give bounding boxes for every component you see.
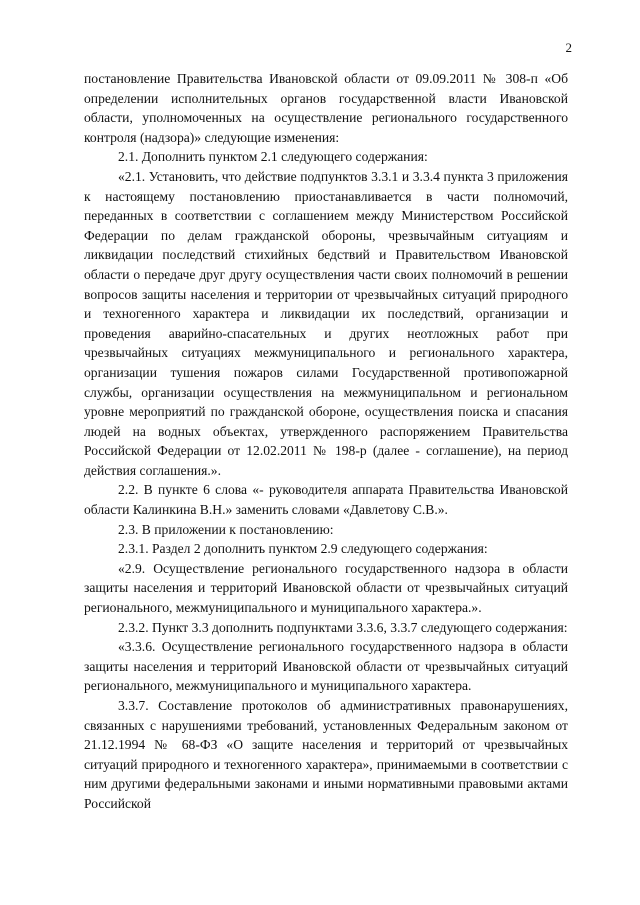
paragraph-intro: постановление Правительства Ивановской области от 09.09.2011 № 308-п «Об определении исполнительных органов государственной власти Ивановской области, уполномоченных на осуществление регионального государственного контроля (надзора)» следующие изменения: [84,71,568,145]
paragraph-2-3-1: 2.3.1. Раздел 2 дополнить пунктом 2.9 следующего содержания: [118,541,488,557]
paragraph-2-9-content: «2.9. Осуществление регионального государственного надзора в области защиты населения и территорий Ивановской области от чрезвычайных ситуаций регионального, межмуниципального и муниципального характера.». [84,560,568,616]
paragraph-3-3-6: «3.3.6. Осуществление регионального государственного надзора в области защиты населения и территорий Ивановской области от чрезвычайных ситуаций регионального, межмуниципального и муниципального характера. [84,639,568,694]
paragraph-2-1: 2.1. Дополнить пунктом 2.1 следующего содержания: [118,149,428,165]
paragraph-3-3-7: 3.3.7. Составление протоколов об административных правонарушениях, связанных с нарушениями требований, установленных Федеральным законом от 21.12.1994 № 68-ФЗ «О защите населения и территорий от чрезвычайных ситуаций природного и техногенного характера», принимаемыми в соответствии с ним другими федеральными законами и иными нормативными правовыми актами Российской [84,698,568,811]
paragraph-2-3: 2.3. В приложении к постановлению: [118,521,334,537]
page-number: 2 [565,40,572,55]
document-body [84,69,568,814]
paragraph-2-1-content: «2.1. Установить, что действие подпунктов 3.3.1 и 3.3.4 пункта 3 приложения к настоящему постановлению приостанавливается в части полномочий, переданных в соответствии с соглашением между Министерством Российской Федерации по делам гражданской обороны, чрезвычайным ситуациям и ликвидации последствий стихийных бедствий и Правительством Ивановской области о передаче друг другу осуществления части своих полномочий в решении вопросов защиты населения и территории от чрезвычайных ситуаций природного и техногенного характера и ликвидации их последствий, организации и проведения аварийно-спасательных и других неотложных работ при чрезвычайных ситуациях межмуниципального и регионального характера, организации тушения пожаров силами Государственной противопожарной службы, организации осуществления на межмуниципальном и региональном уровне мероприятий по гражданской обороне, осуществления поиска и спасания людей на водных объектах, утвержденного распоряжением Правительства Российской Федерации от 12.02.2011 № 198-р (далее - соглашение), на период действия соглашения.». [84,168,568,478]
paragraph-2-2: 2.2. В пункте 6 слова «- руководителя аппарата Правительства Ивановской области Калинкина В.Н.» заменить словами «Давлетову С.В.». [84,482,568,518]
paragraph-2-3-2: 2.3.2. Пункт 3.3 дополнить подпунктами 3.3.6, 3.3.7 следующего содержания: [118,619,568,635]
